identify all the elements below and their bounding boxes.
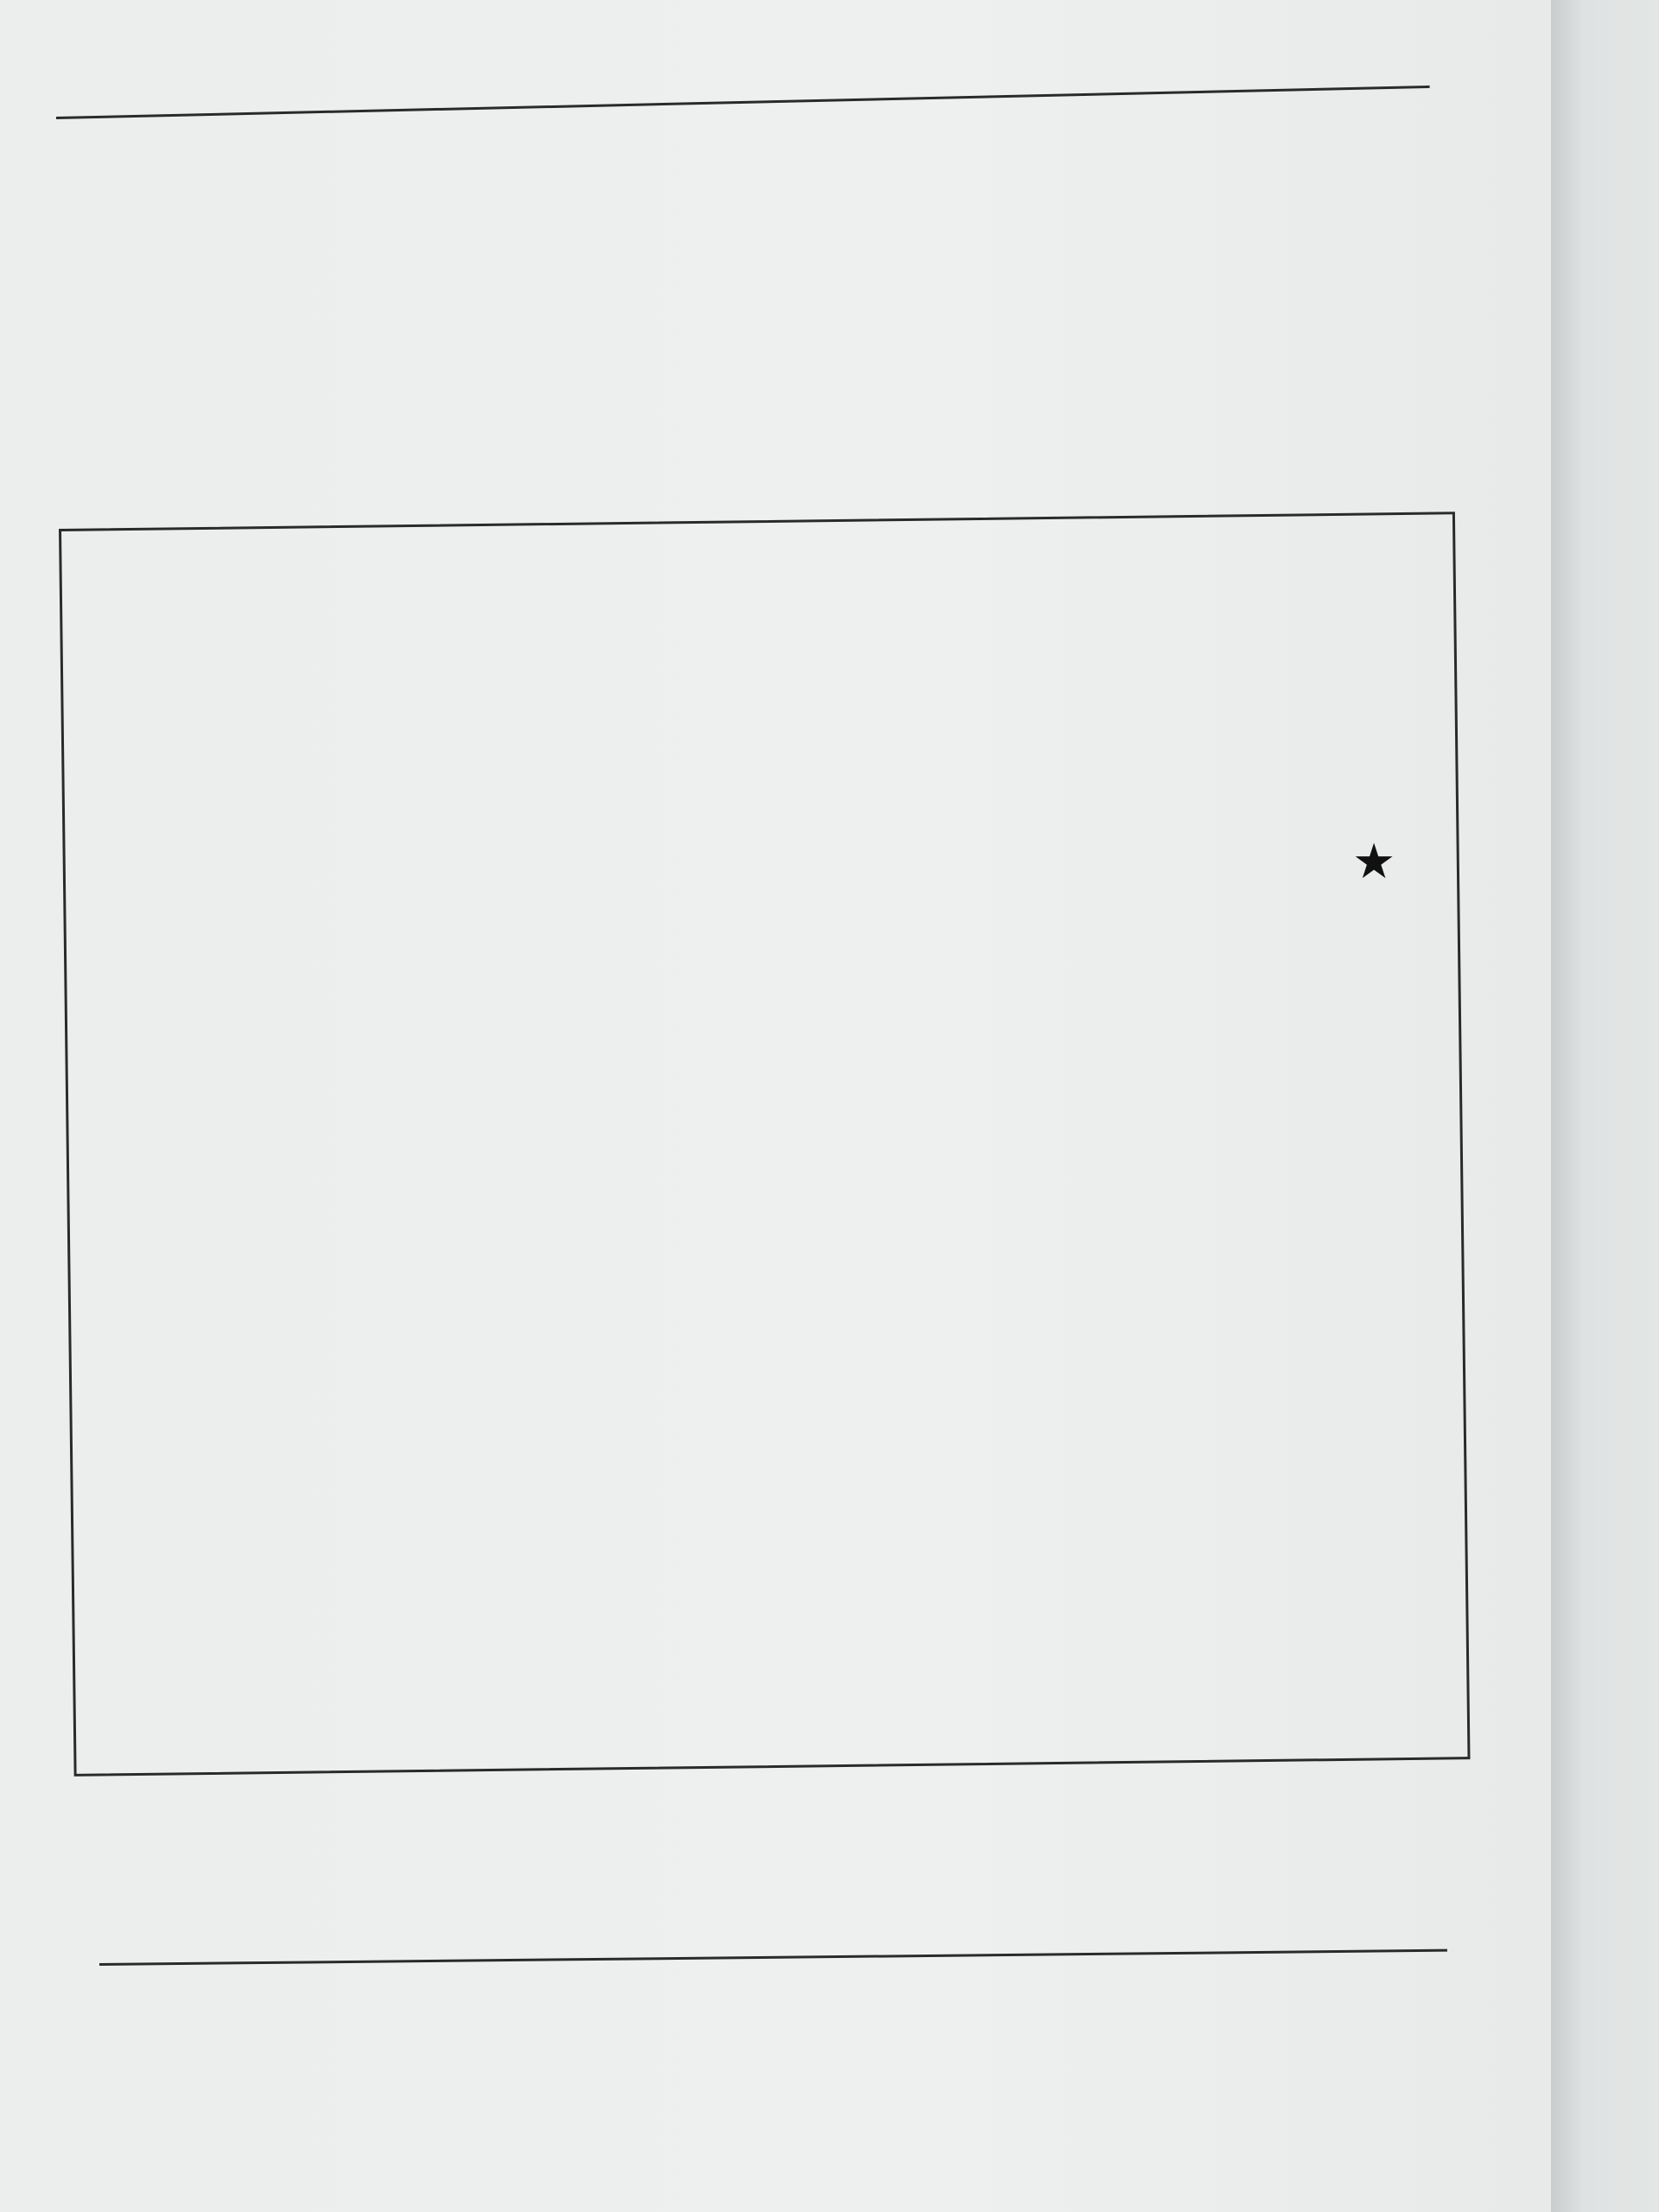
content-box <box>59 512 1471 1777</box>
book-gutter <box>1551 0 1659 2212</box>
star-icon: ★ <box>1352 834 1396 890</box>
